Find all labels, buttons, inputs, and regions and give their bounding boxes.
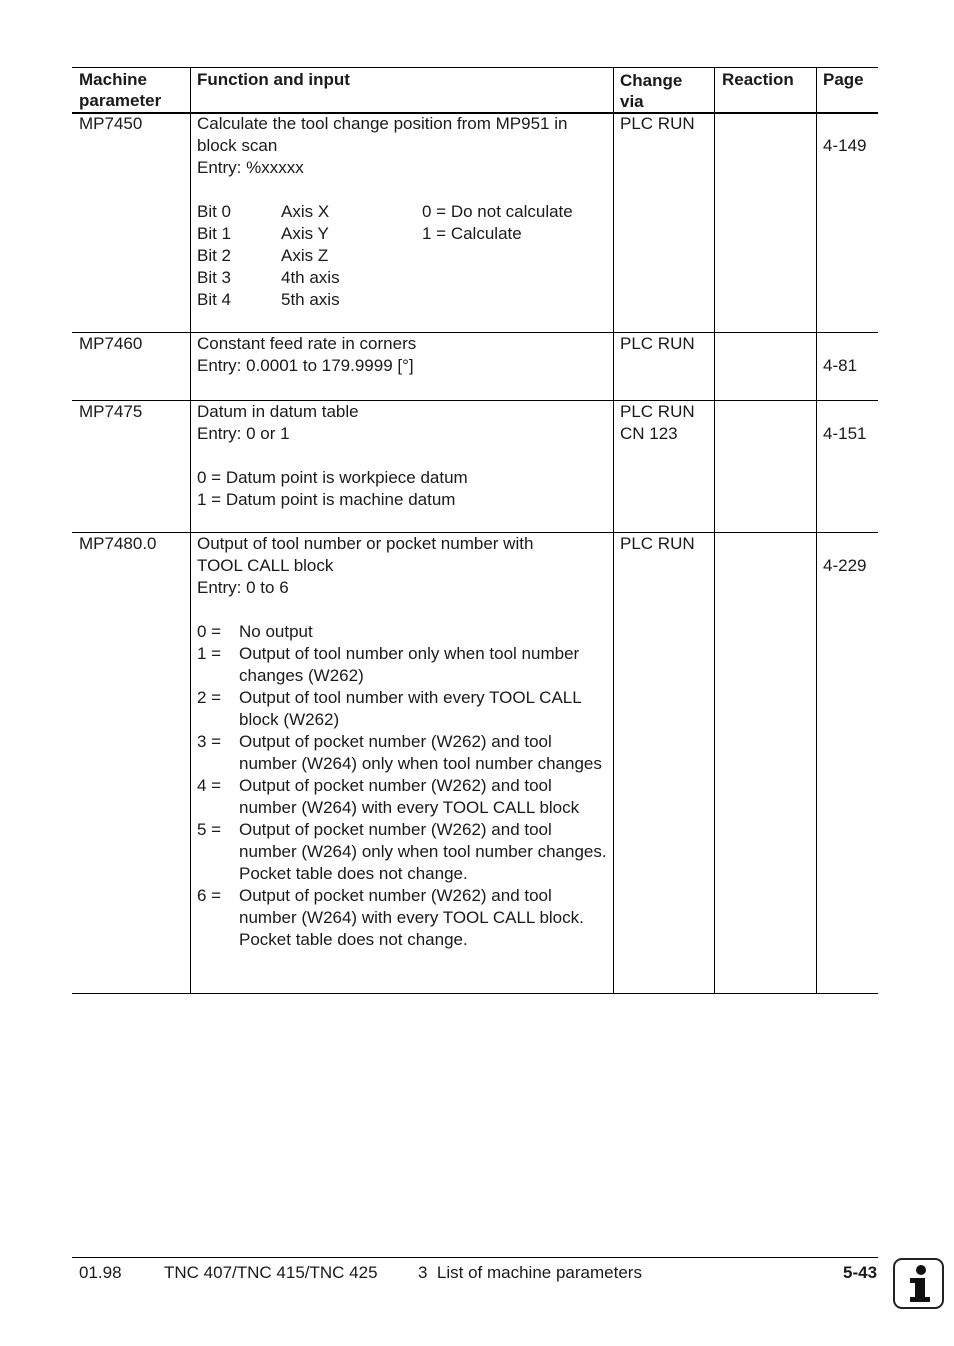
page-reference: 4-229	[823, 556, 867, 575]
bit-row: Bit 1 Axis Y 1 = Calculate	[197, 224, 522, 243]
function-description: Constant feed rate in corners Entry: 0.0001 to 179.9999 [°]	[197, 334, 417, 375]
table-row-mp7480-0	[72, 533, 878, 949]
bit-row: Bit 3 4th axis	[197, 268, 340, 287]
bit-row: Bit 4 5th axis	[197, 290, 340, 309]
page-reference: 4-81	[823, 356, 858, 375]
footer-page-number: 5-43	[843, 1263, 878, 1282]
machine-parameter-id: MP7475	[79, 402, 143, 421]
column-divider	[613, 67, 614, 994]
option-item: 1 = Output of tool number only when tool number changes (W262)	[197, 644, 580, 685]
bit-row: Bit 2 Axis Z	[197, 246, 329, 265]
machine-parameter-table	[72, 67, 878, 994]
change-via: PLC RUN	[620, 114, 695, 133]
page-reference: 4-149	[823, 136, 867, 155]
function-description: Output of tool number or pocket number with TOOL CALL block Entry: 0 to 6 0 = No output 1 = Output of tool number only when tool number changes (W262) 2 = Output of tool number with every TOOL CALL block (W262) 3 = Output of pocket number (W262) and tool number (W264) only when tool number changes 4 = Output of pocket number (W262) and tool number (W264) with every TOOL CALL block 5 = Output of pocket number (W262) and tool number (W264) only when tool number changes. Pocket table does not change. 6 = Output of pocket number (W262) and tool number (W264) with every TOOL CALL block. Pocket table does not change.	[197, 533, 611, 951]
machine-parameter-id: MP7480.0	[79, 534, 157, 553]
column-divider	[816, 67, 817, 994]
bit-row: Bit 0 Axis X 0 = Do not calculate	[197, 202, 573, 221]
option-item: 5 = Output of pocket number (W262) and tool number (W264) only when tool number changes. Pocket table does not change.	[197, 820, 607, 883]
table-bottom-rule	[72, 993, 878, 994]
function-description: Datum in datum table Entry: 0 or 1 0 = Datum point is workpiece datum 1 = Datum point is machine datum	[197, 402, 468, 509]
column-divider	[190, 67, 191, 994]
header-reaction: Reaction	[722, 70, 794, 89]
table-row-mp7460	[72, 333, 878, 377]
table-row-mp7475	[72, 401, 878, 509]
function-description: Calculate the tool change position from MP951 in block scan Entry: %xxxxx Bit 0 Axis X 0 = Do not calculate Bit 1 Axis Y 1 = Calculate Bit 2 Axis Z Bit 3 4th axis Bit 4 5th axis	[197, 114, 573, 309]
info-glyph	[895, 1260, 942, 1307]
page-reference: 4-151	[823, 424, 867, 443]
column-divider	[714, 67, 715, 994]
info-icon	[893, 1258, 944, 1309]
footer-date: 01.98	[79, 1263, 122, 1282]
table-top-rule	[72, 67, 878, 68]
machine-parameter-id: MP7460	[79, 334, 143, 353]
option-item: 2 = Output of tool number with every TOOL CALL block (W262)	[197, 688, 582, 729]
header-function-and-input: Function and input	[197, 70, 350, 89]
footer-rule	[72, 1257, 878, 1258]
option-item: 3 = Output of pocket number (W262) and tool number (W264) only when tool number changes	[197, 732, 602, 773]
table-row-mp7450	[72, 113, 878, 309]
option-item: 4 = Output of pocket number (W262) and tool number (W264) with every TOOL CALL block	[197, 776, 580, 817]
change-via: PLC RUN	[620, 334, 695, 353]
footer-model: TNC 407/TNC 415/TNC 425	[164, 1263, 378, 1282]
option-item: 0 = No output	[197, 622, 313, 641]
change-via: PLC RUN	[620, 534, 695, 553]
header-machine-parameter: Machine parameter	[79, 70, 162, 110]
footer-chapter: 3 List of machine parameters	[418, 1263, 642, 1282]
header-page: Page	[823, 70, 864, 89]
machine-parameter-id: MP7450	[79, 114, 143, 133]
change-via: PLC RUN CN 123	[620, 402, 695, 443]
option-item: 6 = Output of pocket number (W262) and tool number (W264) with every TOOL CALL block. Pocket table does not change.	[197, 886, 584, 949]
header-change-via: Change via	[620, 71, 683, 111]
